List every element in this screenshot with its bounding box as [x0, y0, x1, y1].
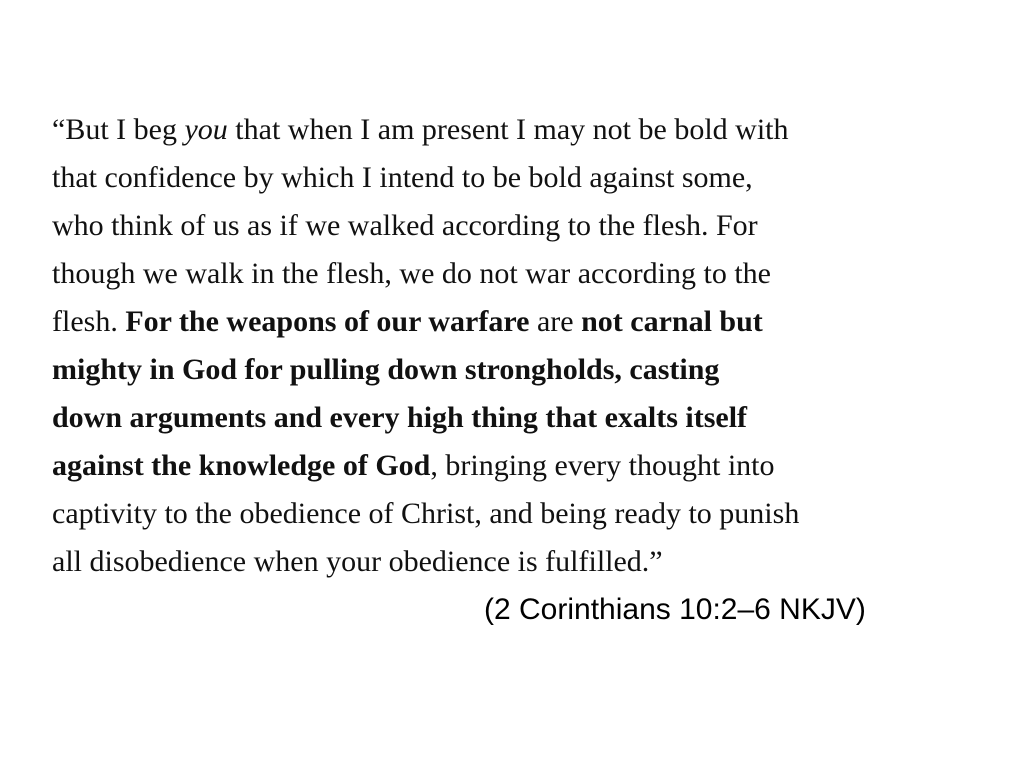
- quote-text: , bringing every thought into: [430, 449, 775, 482]
- quote-line: [52, 298, 1018, 346]
- quote-text: that when I am present I may not be bold with: [227, 113, 789, 146]
- quote-line: mighty in God for pulling down strongholds, casting: [52, 353, 720, 386]
- quote-line: all disobedience when your obedience is fulfilled.”: [52, 545, 663, 578]
- quote-text: “But I beg: [52, 113, 185, 146]
- quote-text: are: [529, 305, 582, 338]
- quote-line: who think of us as if we walked according to the flesh. For: [52, 209, 758, 242]
- scripture-quote: [52, 106, 1018, 586]
- quote-line: [52, 442, 1018, 490]
- quote-line: captivity to the obedience of Christ, and being ready to punish: [52, 497, 800, 530]
- scripture-reference: (2 Corinthians 10:2–6 NKJV): [484, 593, 866, 626]
- quote-text: flesh.: [52, 305, 126, 338]
- quote-line: down arguments and every high thing that exalts itself: [52, 401, 748, 434]
- quote-bold-text: For the weapons of our warfare: [125, 305, 530, 338]
- quote-bold-text: not carnal but: [581, 305, 763, 338]
- quote-line: that confidence by which I intend to be bold against some,: [52, 161, 753, 194]
- quote-line: [52, 106, 1018, 154]
- quote-italic-text: you: [184, 113, 228, 146]
- quote-bold-text: against the knowledge of God: [52, 449, 431, 482]
- quote-line: though we walk in the flesh, we do not war according to the: [52, 257, 771, 290]
